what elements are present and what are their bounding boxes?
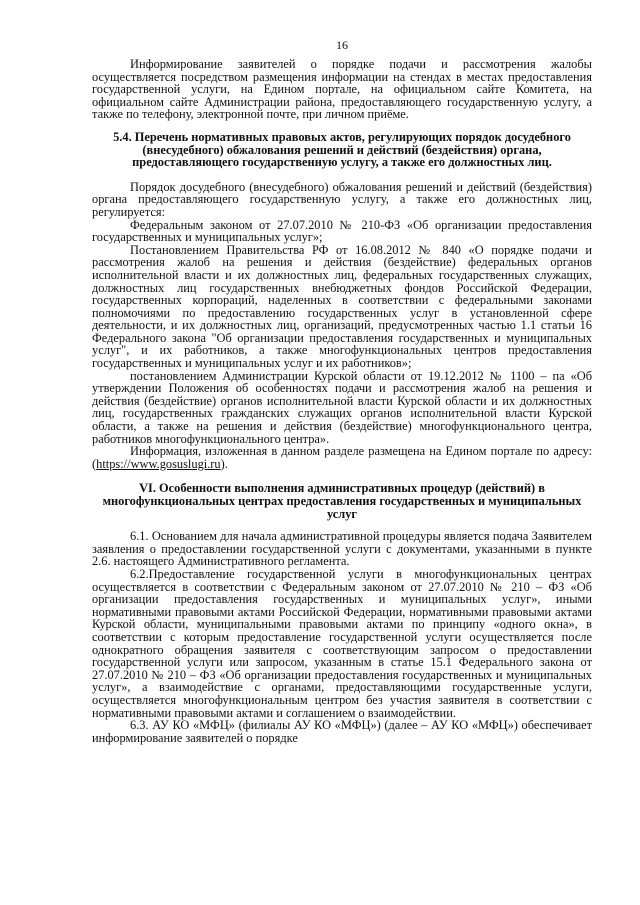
portal-text-end: ). <box>220 456 228 471</box>
portal-link[interactable]: https://www.gosuslugi.ru <box>96 456 221 471</box>
paragraph-government-decree-840: Постановлением Правительства РФ от 16.08.2012 № 840 «О порядке подачи и рассмотрения жалоб на решения и действия (бездействие) федеральных органов исполнительной власти и их должностных лиц, федеральных государственных служащих, должностных лиц государственных внебюджетных фондов Российской Федерации, государственных корпораций, наделенных в соответствии с федеральными законами полномочиями по предоставлению государственных услуг в установленной сфере деятельности, и их должностных лиц, организаций, предусмотренных частью 1.1 статьи 16 Федерального закона "Об организации предоставления государственных и муниципальных услуг", и их работников, а также многофункциональных центров предоставления государственных и муниципальных услуг и их работников»; <box>92 242 592 371</box>
section-heading-6: VI. Особенности выполнения административных процедур (действий) в многофункциональных центрах предоставления государственных и муниципальных услуг <box>102 481 582 521</box>
paragraph-portal-information <box>92 445 592 470</box>
paragraph-federal-law-210: Федеральным законом от 27.07.2010 № 210-ФЗ «Об организации предоставления государственных и муниципальных услуг»; <box>92 217 592 245</box>
paragraph-6-3: 6.3. АУ КО «МФЦ» (филиалы АУ КО «МФЦ») (далее – АУ КО «МФЦ») обеспечивает информирование заявителей о порядке <box>92 718 592 745</box>
paragraph-complaint-information: Информирование заявителей о порядке подачи и рассмотрения жалобы осуществляется посредством размещения информации на стендах в местах предоставления государственной услуги, на Едином портале, на официальном сайте Комитета, на официальном сайте Администрации района, предоставляющего государственную услугу, а также по телефону, электронной почте, при личном приёме. <box>92 57 592 122</box>
paragraph-5-4-intro: Порядок досудебного (внесудебного) обжалования решений и действий (бездействия) органа предоставляющего государственную услугу, а также его должностных лиц, регулируется: <box>92 179 592 219</box>
paragraph-6-1: 6.1. Основанием для начала административной процедуры является подача Заявителем заявления о предоставлении государственной услуги с документами, указанными в пункте 2.6. настоящего Административного регламента. <box>92 529 592 569</box>
portal-text: Информация, изложенная в данном разделе размещена на Едином портале по адресу: ( <box>92 444 592 471</box>
paragraph-6-2: 6.2.Предоставление государственной услуги в многофункциональных центрах осуществляется в соответствии с Федеральным законом от 27.07.2010 № 210 – ФЗ «Об организации предоставления государственных и муниципальных услуг», иными нормативными правовыми актами Российской Федерации, нормативными правовыми актами Курской области, муниципальными правовыми актами по принципу «одного окна», в соответствии с которым предоставление государственной услуги осуществляется после однократного обращения заявителя с соответствующим запросом о предоставлении государственной услуги или запросом, указанным в статье 15.1 Федерального закона от 27.07.2010 № 210 – ФЗ «Об организации предоставления государственных и муниципальных услуг», а взаимодействие с органами, предоставляющими государственные услуги, осуществляется многофункциональным центром без участия заявителя в соответствии с нормативными правовыми актами и соглашением о взаимодействии. <box>92 566 592 720</box>
page-number: 16 <box>336 38 348 52</box>
section-heading-5-4: 5.4. Перечень нормативных правовых актов, регулирующих порядок досудебного (внесудебного) обжалования решений и действий (бездействия) органа, предоставляющего государственную услугу, а также его должностных лиц. <box>113 129 571 170</box>
paragraph-kursk-decree-1100: постановлением Администрации Курской области от 19.12.2012 № 1100 – па «Об утверждении Положения об особенностях подачи и рассмотрения жалоб на решения и действия (бездействие) органов исполнительной власти Курской области и их должностных лиц, государственных гражданских служащих органов исполнительной власти Курской области, а также на решения и действия (бездействие) многофункционального центра, работников многофункционального центра». <box>92 368 592 446</box>
